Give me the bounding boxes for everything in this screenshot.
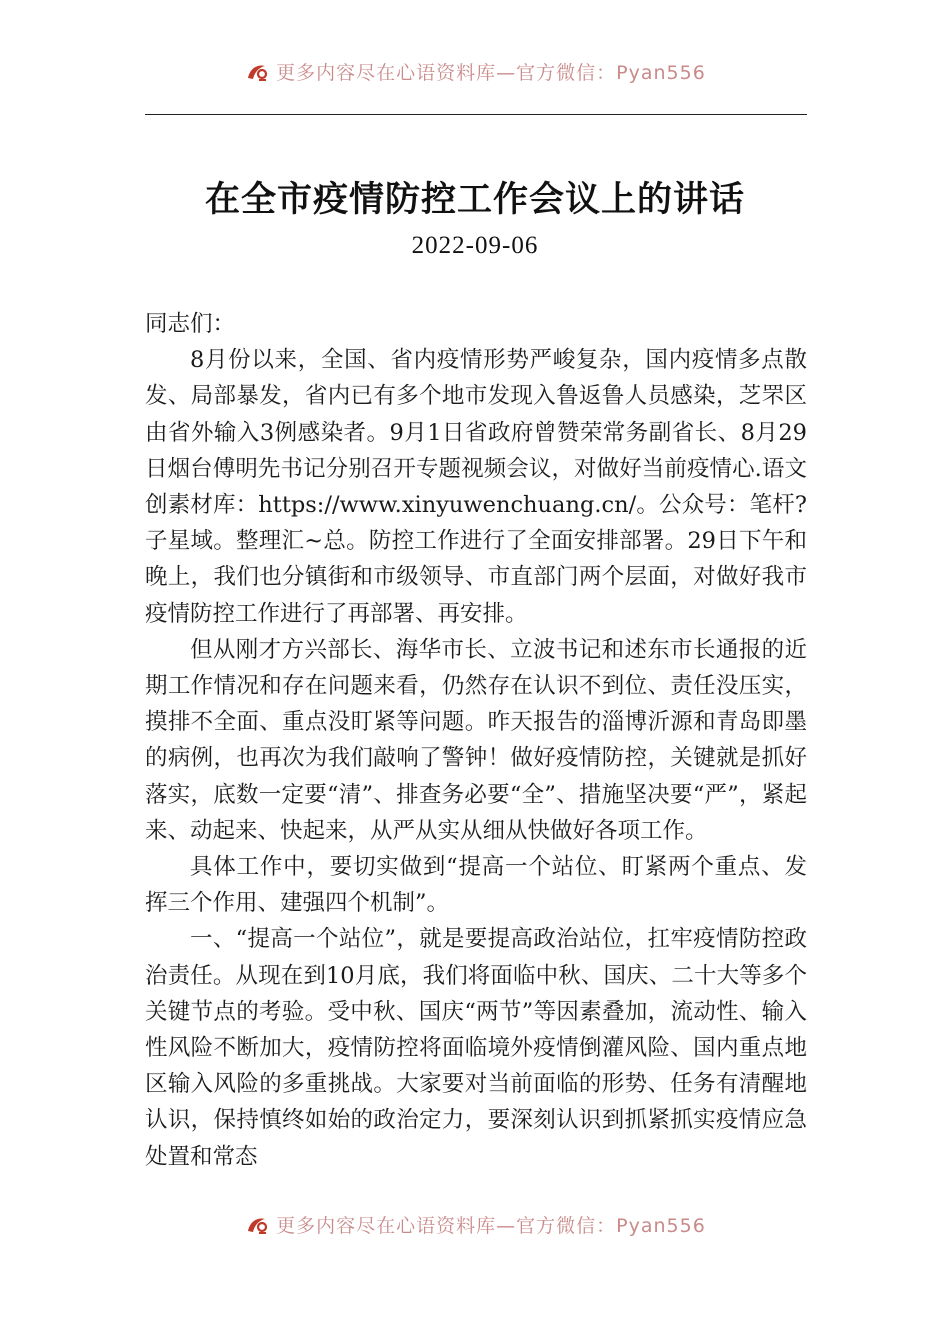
header-divider: [145, 114, 807, 115]
document-date: 2022-09-06: [411, 232, 539, 259]
watermark-banner-top: [0, 56, 950, 86]
watermark-text: 更多内容尽在心语资料库—官方微信：Pyan556: [276, 1214, 706, 1237]
paragraph: 但从刚才方兴部长、海华市长、立波书记和述东市长通报的近期工作情况和存在问题来看，仍然存在认识不到位、责任没压实，摸排不全面、重点没盯紧等问题。昨天报告的淄博沂源和青岛即墨的病例，也再次为我们敲响了警钟！做好疫情防控，关键就是抓好落实，底数一定要“清”、排查务必要“全”、措施坚决要“严”，紧起来、动起来、快起来，从严从实从细从快做好各项工作。: [145, 636, 807, 844]
document-body: [145, 306, 807, 1175]
red-logo-icon: [244, 1211, 270, 1237]
red-logo-icon: [244, 58, 270, 84]
paragraph: 8月份以来，全国、省内疫情形势严峻复杂，国内疫情多点散发、局部暴发，省内已有多个地市发现入鲁返鲁人员感染，芝罘区由省外输入3例感染者。9月1日省政府曾赞荣常务副省长、8月29日烟台傅明先书记分别召开专题视频会议，对做好当前疫情心.语文创素材库：https://www.xinyuwenchuang.cn/。公众号：笔杆?子星域。整理汇~总。防控工作进行了全面安排部署。29日下午和晚上，我们也分镇街和市级领导、市直部门两个层面，对做好我市疫情防控工作进行了再部署、再安排。: [145, 347, 807, 627]
salutation: 同志们：: [145, 311, 236, 337]
paragraph: 一、“提高一个站位”，就是要提高政治站位，扛牢疫情防控政治责任。从现在到10月底，我们将面临中秋、国庆、二十大等多个关键节点的考验。受中秋、国庆“两节”等因素叠加，流动性、输入性风险不断加大，疫情防控将面临境外疫情倒灌风险、国内重点地区输入风险的多重挑战。大家要对当前面临的形势、任务有清醒地认识，保持慎终如始的政治定力，要深刻认识到抓紧抓实疫情应急处置和常态: [145, 926, 807, 1170]
watermark-text: 更多内容尽在心语资料库—官方微信：Pyan556: [276, 61, 706, 84]
document-title: 在全市疫情防控工作会议上的讲话: [204, 179, 745, 220]
watermark-banner-bottom: [0, 1209, 950, 1239]
paragraph: 具体工作中，要切实做到“提高一个站位、盯紧两个重点、发挥三个作用、建强四个机制”。: [145, 854, 807, 917]
